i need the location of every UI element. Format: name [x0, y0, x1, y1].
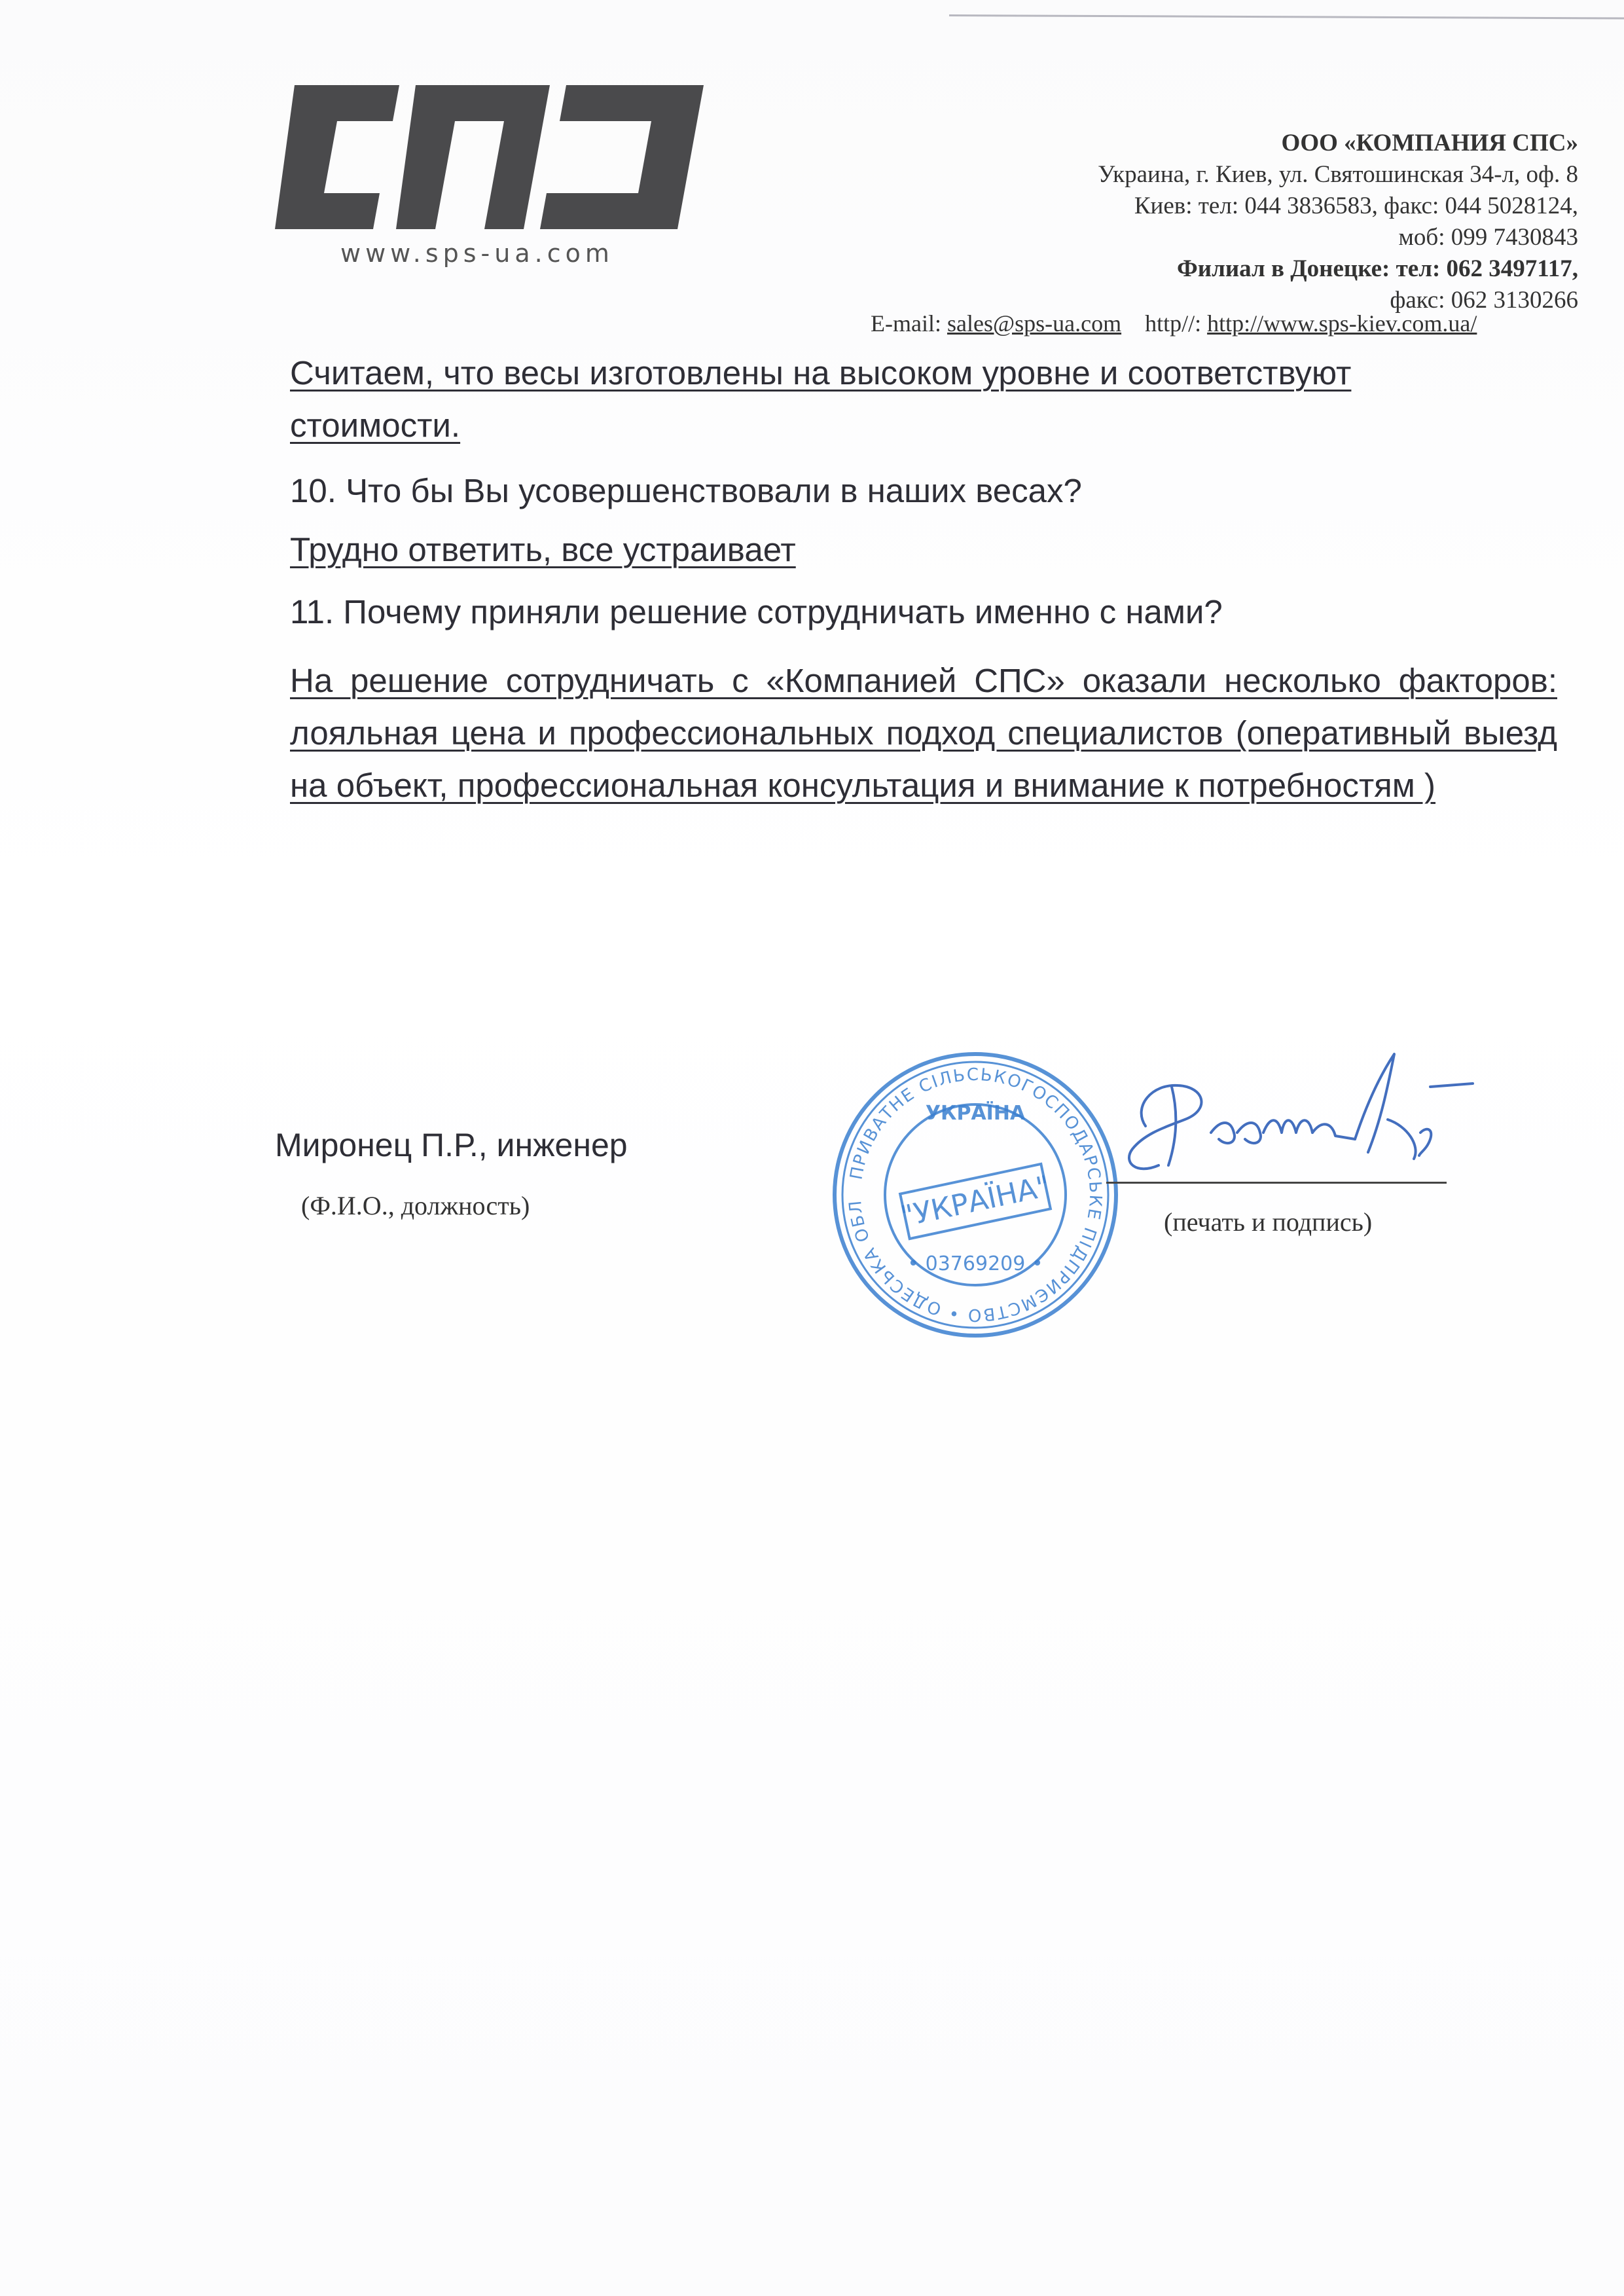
answer-9: Считаем, что весы изготовлены на высоком уровне и соответствуют стоимости. [290, 354, 1352, 444]
company-details [858, 128, 1578, 316]
signer-caption: (Ф.И.О., должность) [301, 1191, 530, 1220]
signature-caption: (печать и подпись) [1164, 1207, 1373, 1237]
donetsk-fax: факс: 062 3130266 [1390, 287, 1578, 314]
official-stamp [825, 1044, 1126, 1345]
question-10: 10. Что бы Вы усовершенствовали в наших весах? [290, 472, 1082, 509]
donetsk-branch: Филиал в Донецке: тел: 062 3497117, [1176, 255, 1578, 282]
svg-text:"УКРАЇНА": "УКРАЇНА" [897, 1169, 1053, 1234]
email-label: E-mail: [871, 310, 941, 337]
signer-name: Миронец П.Р., инженер [275, 1127, 628, 1163]
handwritten-signature [1106, 1034, 1525, 1198]
svg-text:ПРИВАТНЕ СІЛЬСЬКОГОСПОДАРСЬКЕ: ПРИВАТНЕ СІЛЬСЬКОГОСПОДАРСЬКЕ ПІДПРИЄМСТВО • ОДЕСЬКА ОБЛ [845, 1065, 1106, 1325]
email-link[interactable]: sales@sps-ua.com [947, 310, 1122, 337]
question-11: 11. Почему приняли решение сотрудничать именно с нами? [290, 593, 1223, 630]
kiev-phones: Киев: тел: 044 3836583, факс: 044 5028124, [1134, 192, 1578, 219]
contacts-line [871, 310, 1477, 337]
answer-11: На решение сотрудничать с «Компанией СПС» оказали несколько факторов: лояльная цена и профессиональных подход специалистов (оперативный выезд на объект, профессиональная консультация и внимание к потребностям ) [290, 662, 1557, 804]
site-link[interactable]: http://www.sps-kiev.com.ua/ [1207, 310, 1477, 337]
svg-text:УКРАЇНА: УКРАЇНА [925, 1102, 1026, 1125]
svg-text:• 03769209 •: • 03769209 • [907, 1252, 1043, 1275]
signature-line [1106, 1182, 1447, 1184]
http-label: http//: [1145, 310, 1202, 337]
mobile-phone: моб: 099 7430843 [1398, 224, 1578, 251]
answer-10: Трудно ответить, все устраивает [290, 531, 796, 568]
company-name: ООО «КОМПАНИЯ СПС» [1281, 130, 1578, 156]
scan-edge [949, 14, 1624, 19]
logo-website: www.sps-ua.com [340, 239, 614, 268]
company-address: Украина, г. Киев, ул. Святошинская 34-л, оф. 8 [1098, 161, 1578, 188]
